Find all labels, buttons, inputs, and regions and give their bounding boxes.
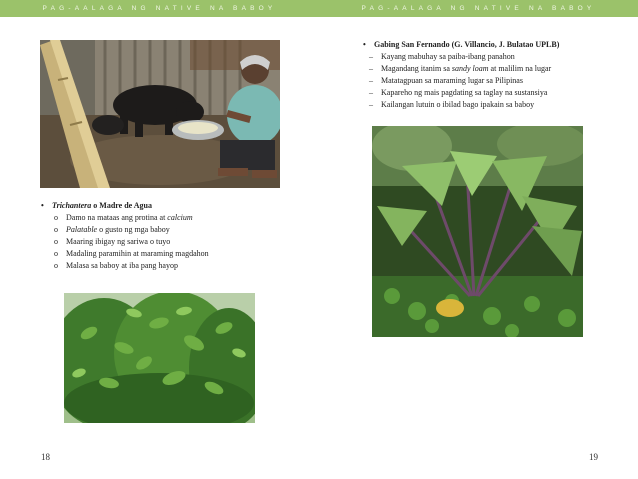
text-run: Magandang itanim sa — [381, 64, 452, 73]
italic-term: Palatable — [66, 225, 98, 234]
bullet-dot: • — [41, 201, 44, 210]
running-header-right: PAG-AALAGA NG NATIVE NA BABOY — [319, 0, 638, 17]
text-run: Malasa sa baboy at iba pang hayop — [66, 261, 178, 270]
text-run: Kapareho ng mais pagdating sa taglay na sustansiya — [381, 88, 548, 97]
trichantera-heading — [41, 200, 281, 212]
list-marker: o — [54, 249, 58, 258]
list-item-text — [66, 248, 209, 260]
list-marker: o — [54, 237, 58, 246]
text-run: Maaring ibigay ng sariwa o tuyo — [66, 237, 171, 246]
running-header-left: PAG-AALAGA NG NATIVE NA BABOY — [0, 0, 319, 17]
list-item-text — [66, 212, 193, 224]
list-item-text — [66, 224, 170, 236]
list-item — [369, 87, 603, 99]
trichantera-heading-italic: Trichantera — [52, 201, 92, 210]
bullet-dot: • — [363, 40, 366, 49]
trichantera-section — [41, 200, 281, 272]
list-item — [369, 75, 603, 87]
list-item-text — [381, 75, 523, 87]
list-item-text — [381, 63, 551, 75]
list-item — [369, 51, 603, 63]
photo-trichantera — [64, 293, 255, 423]
list-item-text — [381, 99, 534, 111]
list-item-text — [66, 236, 170, 248]
text-run: Kailangan lutuin o ibilad bago ipakain sa baboy — [381, 100, 535, 109]
list-item-text — [381, 87, 547, 99]
photo-gabing-san-fernando — [372, 126, 583, 337]
list-marker: – — [369, 64, 373, 73]
list-marker: – — [369, 88, 373, 97]
list-marker: o — [54, 225, 58, 234]
list-item — [54, 260, 281, 272]
trichantera-heading-rest: o Madre de Agua — [91, 201, 153, 210]
list-marker: – — [369, 52, 373, 61]
page-number-left: 18 — [41, 452, 50, 462]
gabi-heading — [363, 39, 603, 51]
text-run: Matatagpuan sa maraming lugar sa Pilipinas — [381, 76, 523, 85]
list-marker: o — [54, 261, 58, 270]
text-run: Madaling paramihin at maraming magdahon — [66, 249, 209, 258]
list-item-text — [66, 260, 178, 272]
italic-term: calcium — [167, 213, 193, 222]
list-marker: – — [369, 100, 373, 109]
photo-woman-feeding-pig — [40, 40, 280, 188]
gabi-list — [363, 51, 603, 111]
list-item — [54, 248, 281, 260]
list-item — [54, 224, 281, 236]
gabi-section — [363, 39, 603, 111]
gabi-heading-text: Gabing San Fernando (G. Villancio, J. Bulatao UPLB) — [374, 40, 560, 49]
list-item — [54, 212, 281, 224]
text-run: o gusto ng mga baboy — [97, 225, 170, 234]
text-run: Kayang mabuhay sa paiba-ibang panahon — [381, 52, 515, 61]
list-item — [54, 236, 281, 248]
list-marker: – — [369, 76, 373, 85]
list-marker: o — [54, 213, 58, 222]
list-item-text — [381, 51, 515, 63]
list-item — [369, 63, 603, 75]
page-number-right: 19 — [589, 452, 598, 462]
list-item — [369, 99, 603, 111]
italic-term: sandy loam — [451, 64, 489, 73]
text-run: at malilim na lugar — [488, 64, 552, 73]
text-run: Damo na mataas ang protina at — [66, 213, 168, 222]
trichantera-list — [41, 212, 281, 272]
